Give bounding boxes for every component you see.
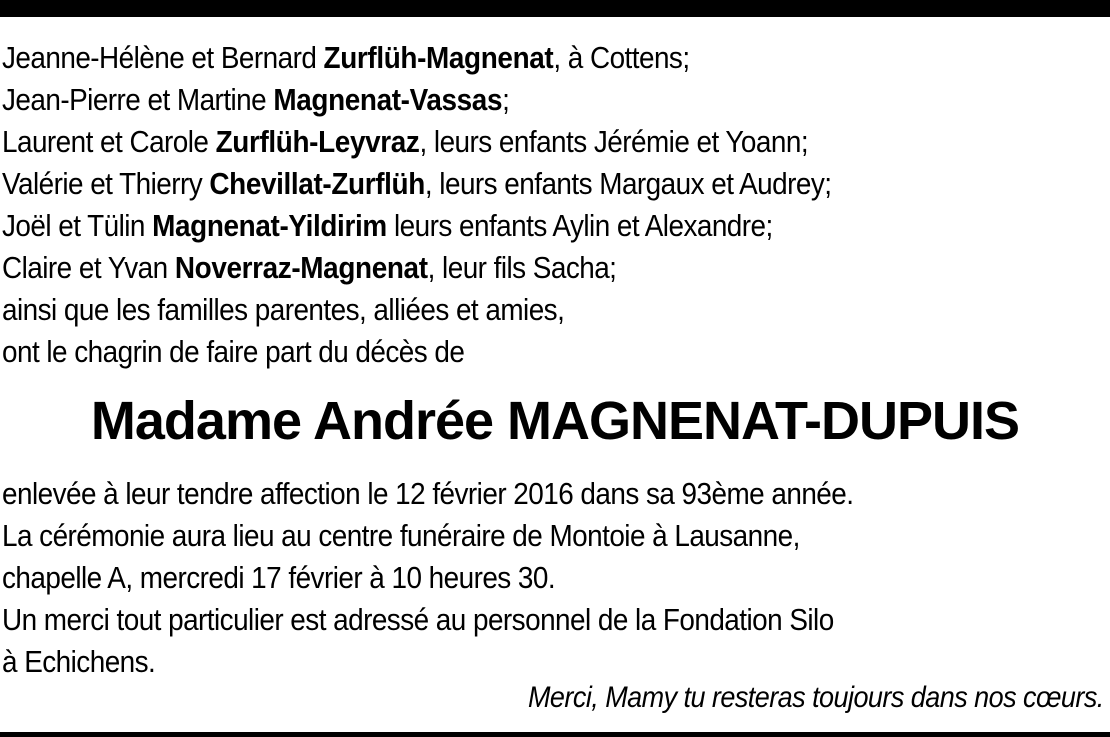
body-line: enlevée à leur tendre affection le 12 février 2016 dans sa 93ème année.	[2, 476, 854, 511]
family-details: , à Cottens;	[553, 40, 690, 75]
family-given-names: Laurent et Carole	[2, 124, 216, 159]
family-given-names: Valérie et Thierry	[2, 166, 210, 201]
family-surname: Magnenat-Yildirim	[152, 208, 387, 243]
family-details: , leurs enfants Margaux et Audrey;	[424, 166, 832, 201]
family-line	[2, 247, 616, 289]
intro-line: ont le chagrin de faire part du décès de	[2, 334, 465, 369]
body-line: chapelle A, mercredi 17 février à 10 heures 30.	[2, 560, 556, 595]
family-line	[2, 163, 831, 205]
family-given-names: Jean-Pierre et Martine	[2, 82, 274, 117]
family-details: leurs enfants Aylin et Alexandre;	[386, 208, 773, 243]
family-line	[2, 205, 773, 247]
family-details: , leurs enfants Jérémie et Yoann;	[419, 124, 809, 159]
top-border-rule	[0, 0, 1110, 17]
intro-line: ainsi que les familles parentes, alliées et amies,	[2, 292, 565, 327]
family-details: ;	[502, 82, 510, 117]
body-line: Un merci tout particulier est adressé au personnel de la Fondation Silo	[2, 602, 834, 637]
family-given-names: Jeanne-Hélène et Bernard	[2, 40, 324, 75]
deceased-name: Madame Andrée MAGNENAT-DUPUIS	[90, 391, 1020, 451]
family-surname: Zurflüh-Magnenat	[323, 40, 554, 75]
family-surname: Magnenat-Vassas	[273, 82, 503, 117]
bottom-border-rule	[0, 732, 1110, 737]
family-line	[2, 37, 690, 79]
closing-message: Merci, Mamy tu resteras toujours dans nos cœurs.	[528, 681, 1104, 714]
family-surname: Chevillat-Zurflüh	[209, 166, 425, 201]
family-given-names: Joël et Tülin	[2, 208, 153, 243]
family-line	[2, 121, 808, 163]
family-surname: Zurflüh-Leyvraz	[215, 124, 420, 159]
family-line	[2, 79, 509, 121]
body-line: La cérémonie aura lieu au centre funéraire de Montoie à Lausanne,	[2, 518, 800, 553]
family-surname: Noverraz-Magnenat	[174, 250, 428, 285]
family-details: , leur fils Sacha;	[427, 250, 617, 285]
body-line: à Echichens.	[2, 644, 156, 679]
family-given-names: Claire et Yvan	[2, 250, 175, 285]
